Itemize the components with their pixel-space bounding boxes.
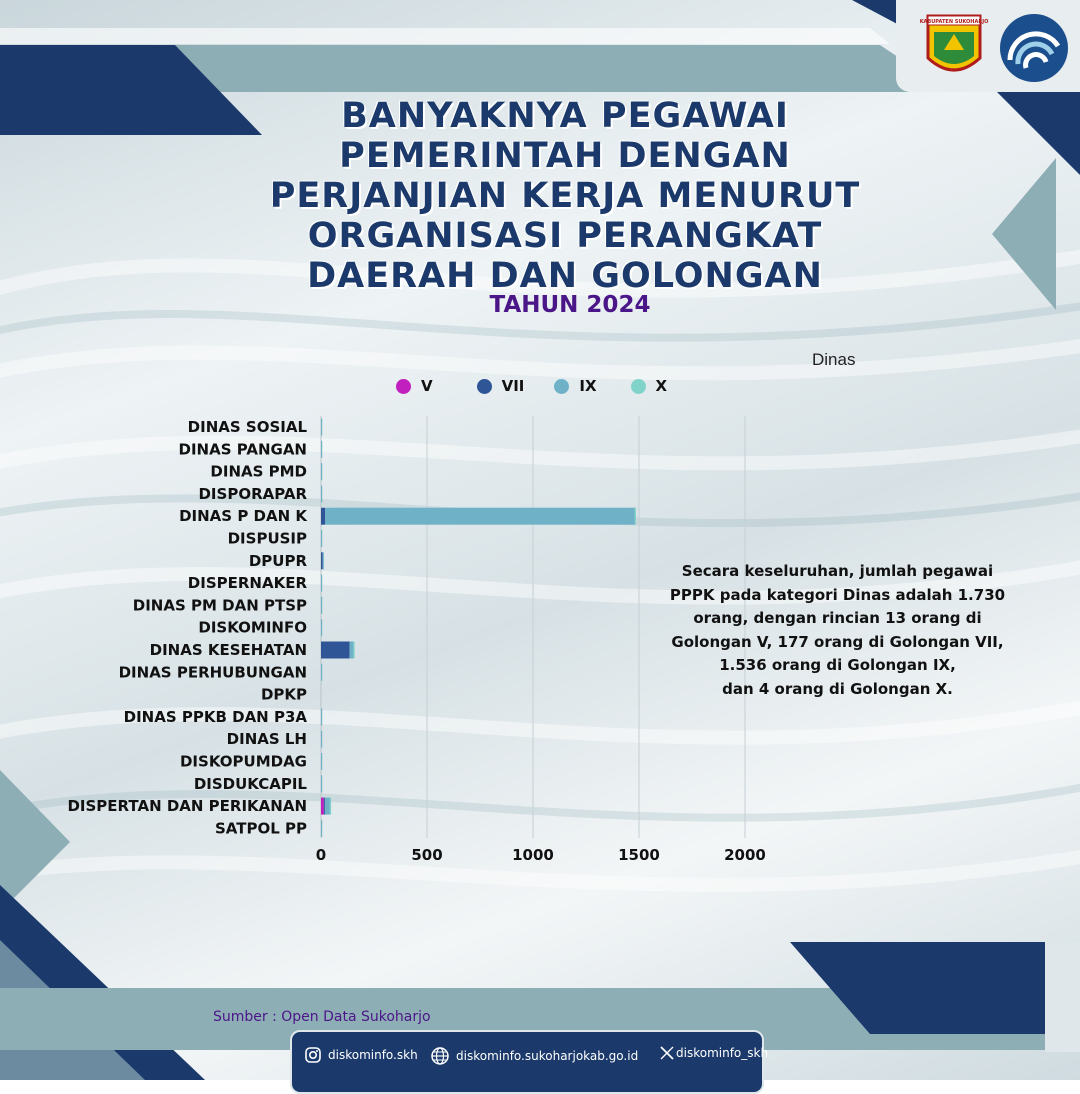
legend-label: IX: [579, 377, 597, 395]
instagram-icon: [304, 1046, 322, 1064]
title-line: DAERAH DAN GOLONGAN: [307, 256, 823, 296]
bar-segment: [353, 642, 354, 659]
bar-segment: [321, 508, 325, 525]
category-label: DISPORAPAR: [198, 484, 307, 503]
bar-segment: [321, 619, 322, 636]
x-handle: diskominfo_skh: [676, 1046, 769, 1060]
category-label: DISPERTAN DAN PERIKANAN: [67, 797, 307, 816]
bar-segment: [321, 642, 350, 659]
title-line: PERJANJIAN KERJA MENURUT: [269, 176, 861, 216]
bar-segment: [350, 642, 354, 659]
category-label: DISKOPUMDAG: [179, 752, 307, 771]
source-text: Sumber : Open Data Sukoharjo: [213, 1009, 431, 1025]
x-logo-icon: [660, 1046, 674, 1060]
category-label: DINAS P DAN K: [179, 507, 307, 526]
bar-segment: [325, 508, 635, 525]
instagram-handle: diskominfo.skh: [328, 1048, 418, 1062]
category-label: DISKOMINFO: [198, 618, 307, 637]
category-label: DPKP: [260, 685, 307, 704]
category-label: SATPOL PP: [215, 819, 307, 838]
title-line: BANYAKNYA PEGAWAI: [341, 96, 789, 136]
bar-segment: [321, 419, 322, 436]
bar-segment: [321, 485, 322, 502]
bar-segment: [321, 552, 323, 569]
logo-text: KABUPATEN SUKOHARJO: [919, 19, 989, 25]
x-tick-label: 1500: [618, 846, 660, 864]
bar-segment: [321, 753, 322, 770]
bar-segment: [321, 775, 322, 792]
bar-segment: [321, 530, 322, 547]
x-tick-label: 2000: [724, 846, 766, 864]
footer-x[interactable]: [660, 1046, 768, 1060]
footer-instagram[interactable]: [304, 1046, 418, 1064]
category-label: DINAS PERHUBUNGAN: [118, 663, 307, 682]
x-tick-label: 1000: [512, 846, 554, 864]
x-tick-label: 500: [411, 846, 443, 864]
bar-segment: [324, 798, 325, 815]
category-label: DISPERNAKER: [187, 574, 307, 593]
category-label: DISPUSIP: [227, 529, 307, 548]
title-line: PEMERINTAH DENGAN: [339, 136, 791, 176]
bar-segment: [321, 708, 322, 725]
footer-website[interactable]: [430, 1046, 638, 1066]
x-tick-label: 0: [315, 846, 327, 864]
bar-segment: [321, 664, 322, 681]
bar-segment: [321, 820, 322, 837]
bar-segment: [321, 798, 324, 815]
globe-icon: [430, 1046, 450, 1066]
category-label: DINAS PM DAN PTSP: [132, 596, 307, 615]
bar-segment: [321, 463, 322, 480]
legend-label: X: [655, 377, 668, 395]
category-label: DINAS SOSIAL: [187, 418, 307, 436]
bar-segment: [321, 597, 322, 614]
bar-segment: [321, 731, 322, 748]
page-subtitle: TAHUN 2024: [489, 292, 651, 318]
bar-segment: [321, 441, 322, 458]
category-label: DINAS KESEHATAN: [149, 641, 307, 659]
bar-segment: [330, 798, 331, 815]
category-label: DINAS LH: [226, 730, 307, 749]
category-label: DISDUKCAPIL: [193, 774, 307, 793]
summary-annotation: Secara keseluruhan, jumlah pegawai PPPK pada kategori Dinas adalah 1.730 orang, dengan rincian 13 orang di Golongan V, 177 orang di Golongan VII, 1.536 orang di Golongan IX, dan 4 orang di Golongan X.: [669, 562, 1006, 698]
bar-segment: [321, 575, 322, 592]
category-label: DINAS PANGAN: [178, 440, 307, 459]
legend-label: V: [421, 377, 433, 395]
bar-segment: [635, 508, 636, 525]
category-label: DINAS PMD: [210, 462, 307, 481]
title-line: ORGANISASI PERANGKAT: [307, 216, 823, 256]
category-label: DINAS PPKB DAN P3A: [123, 707, 307, 726]
bar-segment: [325, 798, 330, 815]
legend-label: VII: [501, 377, 525, 395]
bar-segment: [323, 552, 324, 569]
chart-title: Dinas: [812, 350, 856, 369]
website-url: diskominfo.sukoharjokab.go.id: [456, 1049, 639, 1063]
category-label: DPUPR: [248, 551, 307, 570]
